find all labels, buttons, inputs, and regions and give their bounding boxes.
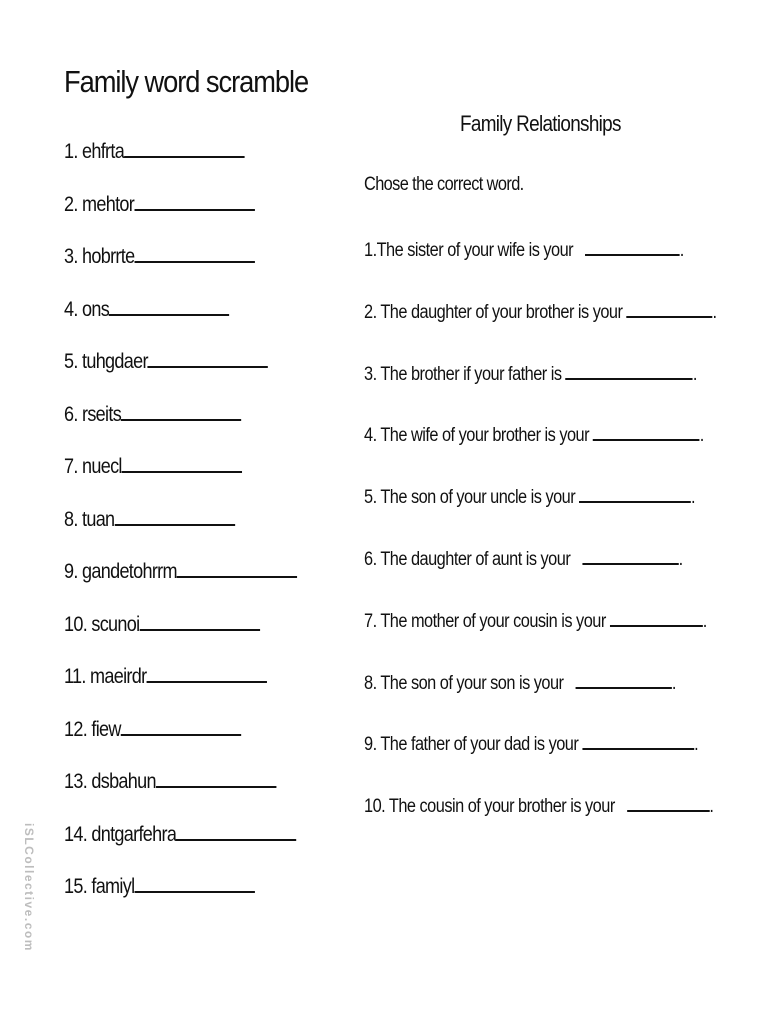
question-text: 4. The wife of your brother is your [364,425,590,447]
answer-blank[interactable] [121,714,241,736]
scramble-item [64,241,335,294]
question-item [364,421,768,483]
answer-blank[interactable] [566,360,693,380]
scramble-word: 5. tuhgdaer [64,350,148,373]
scramble-word: 14. dntgarfehra [64,822,177,846]
section-title: Family Relationships [460,111,621,136]
answer-blank[interactable] [134,189,254,211]
question-end: . [712,301,717,323]
answer-blank[interactable] [610,607,703,627]
question-item [364,236,768,298]
scramble-item [64,346,335,399]
scramble-word: 6. rseits [64,402,122,426]
answer-blank[interactable] [139,609,259,631]
answer-blank[interactable] [122,451,242,473]
question-end: . [709,796,714,818]
question-end: . [702,610,707,632]
scramble-item [64,766,335,819]
instruction-text: Chose the correct word. [364,174,524,195]
question-text: 10. The cousin of your brother is your [364,796,615,818]
relationship-question-list [364,236,768,854]
question-text: 2. The daughter of your brother is your [364,301,623,323]
answer-blank[interactable] [579,483,691,503]
question-end: . [691,487,696,509]
scramble-item [64,504,335,557]
answer-blank[interactable] [627,792,710,812]
question-text: 9. The father of your dad is your [364,734,579,756]
question-text: 7. The mother of your cousin is your [364,610,606,632]
answer-blank[interactable] [134,241,254,263]
answer-blank[interactable] [593,421,700,441]
question-end: . [679,240,684,261]
question-item [364,360,768,422]
scramble-word: 4. ons [64,297,110,321]
question-text: 3. The brother if your father is [364,363,562,385]
question-item [364,483,768,545]
scramble-item [64,399,335,452]
question-end: . [694,734,699,756]
question-end: . [678,548,683,570]
scramble-word: 3. hobrrte [64,245,135,268]
answer-blank[interactable] [148,346,268,368]
answer-blank[interactable] [582,545,678,565]
answer-blank[interactable] [585,236,680,256]
answer-blank[interactable] [576,669,672,689]
scramble-word: 12. fiew [64,717,121,741]
question-text: 5. The son of your uncle is your [364,487,576,509]
scramble-word: 10. scunoi [64,612,140,636]
question-end: . [692,363,697,385]
scramble-item [64,294,335,347]
scramble-word: 9. gandetohrrm [64,560,177,583]
scramble-word: 15. famiyl [64,875,135,898]
scramble-item [64,661,335,714]
answer-blank[interactable] [109,294,229,316]
question-text: 6. The daughter of aunt is your [364,548,571,570]
watermark: iSLCollective.com [22,823,36,952]
answer-blank[interactable] [177,556,297,578]
page-title: Family word scramble [64,64,309,99]
question-end: . [699,425,704,447]
scramble-word: 2. mehtor [64,192,135,216]
question-text: 1.The sister of your wife is your [364,240,574,261]
question-text: 8. The son of your son is your [364,672,564,694]
scramble-word: 1. ehfrta [64,140,125,163]
scramble-item [64,136,335,189]
question-item [364,669,768,731]
scramble-item [64,819,335,872]
answer-blank[interactable] [114,504,234,526]
scramble-item [64,609,335,662]
scramble-item [64,451,335,504]
word-scramble-list [64,136,335,924]
question-item [364,545,768,607]
question-item [364,607,768,669]
question-item [364,730,768,792]
question-item [364,792,768,854]
answer-blank[interactable] [156,766,276,788]
answer-blank[interactable] [134,871,254,893]
answer-blank[interactable] [176,819,296,841]
answer-blank[interactable] [121,399,241,421]
question-item [364,298,768,360]
scramble-word: 11. maeirdr [64,665,147,688]
question-end: . [671,672,676,694]
scramble-word: 13. dsbahun [64,770,156,793]
answer-blank[interactable] [626,298,712,318]
answer-blank[interactable] [124,136,244,158]
scramble-item [64,189,335,242]
scramble-item [64,871,335,924]
scramble-word: 8. tuan [64,507,115,531]
scramble-item [64,714,335,767]
answer-blank[interactable] [582,730,694,750]
scramble-word: 7. nuecl [64,455,122,478]
scramble-item [64,556,335,609]
answer-blank[interactable] [146,661,266,683]
